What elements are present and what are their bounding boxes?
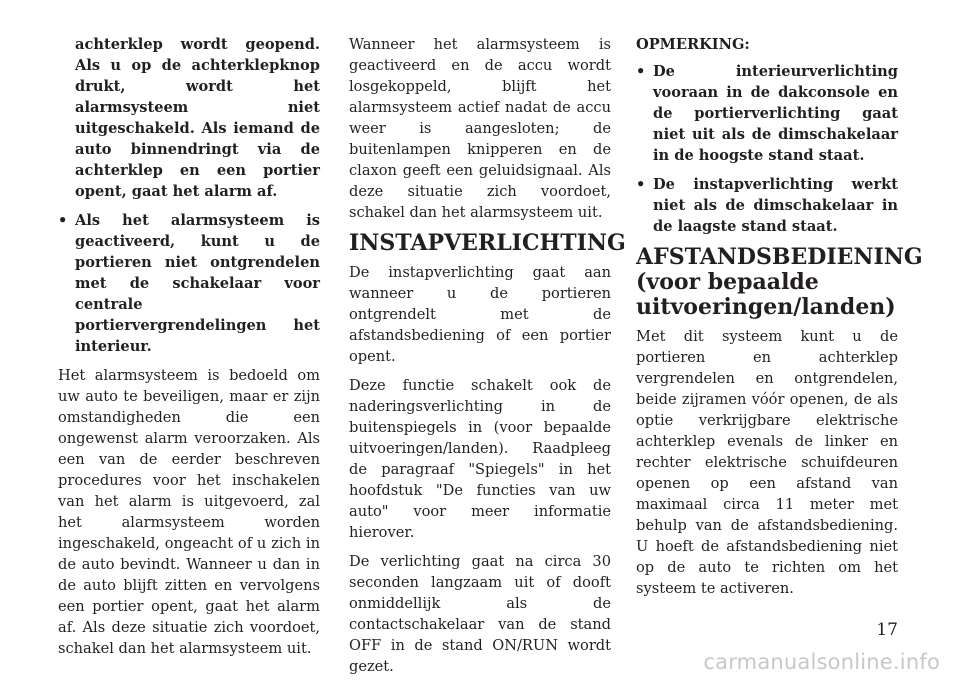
bullet-alarm-locks (58, 210, 320, 357)
bullet-dot-icon: • (58, 212, 68, 229)
paragraph-alarm-purpose: Het alarmsysteem is bedoeld om uw auto te beveiligen, maar er zijn omstandigheden die een ongewenst alarm veroorzaken. Als een van de eerder beschreven procedures voor het inschakelen van het alarm is uitgevoerd, zal het alarmsysteem worden ingeschakeld, ongeacht of u zich in de auto bevindt. Wanneer u dan in de auto blijft zitten en vervolgens een portier opent, gaat het alarm af. Als deze situatie zich voordoet, schakel dan het alarmsysteem uit. (58, 367, 320, 657)
bullet-text: De interieurverlichting vooraan in de dakconsole en de portierverlichting gaat niet uit als de dimschakelaar in de hoogste stand staat. (653, 63, 898, 164)
note-label: OPMERKING: (636, 36, 750, 53)
heading-afstandsbediening: AFSTANDSBEDIENING (voor bepaalde uitvoeringen/landen) (636, 244, 923, 320)
paragraph-battery: Wanneer het alarmsysteem is geactiveerd en de accu wordt losgekoppeld, blijft het alarmsysteem actief nadat de accu weer is aangesloten; de buitenlampen knipperen en de claxon geeft een geluidsignaal. Als deze situatie zich voordoet, schakel dan het alarmsysteem uit. (349, 36, 611, 221)
paragraph-instap-1: De instapverlichting gaat aan wanneer u de portieren ontgrendelt met de afstandsbediening of een portier opent. (349, 264, 611, 365)
continued-bullet-text: achterklep wordt geopend. Als u op de achterklepknop drukt, wordt het alarmsysteem niet uitgeschakeld. Als iemand de auto binnendringt via de achterklep en een portier opent, gaat het alarm af. (75, 36, 320, 200)
paragraph-instap-3: De verlichting gaat na circa 30 seconden langzaam uit of dooft onmiddellijk als de contactschakelaar van de stand OFF in de stand ON/RUN wordt gezet. (349, 553, 611, 675)
bullet-text: Als het alarmsysteem is geactiveerd, kunt u de portieren niet ontgrendelen met de schakelaar voor centrale portiervergrendelingen het interieur. (75, 212, 320, 355)
bullet-dot-icon: • (636, 63, 646, 80)
bullet-text: De instapverlichting werkt niet als de dimschakelaar in de laagste stand staat. (653, 176, 898, 235)
heading-instapverlichting: INSTAPVERLICHTING (349, 230, 626, 256)
page-number: 17 (876, 620, 898, 640)
bullet-instap-dimmer (636, 174, 898, 237)
column-middle (349, 34, 626, 685)
column-left (58, 34, 320, 667)
paragraph-remote: Met dit systeem kunt u de portieren en achterklep vergrendelen en ontgrendelen, beide zijramen vóór openen, de als optie verkrijgbare elektrische achterklep evenals de linker en rechter elektrische schuifdeuren openen op een afstand van maximaal circa 11 meter met behulp van de afstandsbediening. U hoeft de afstandsbediening niet op de auto te richten om het systeem te activeren. (636, 328, 898, 597)
column-right (636, 34, 923, 607)
watermark: carmanualsonline.info (703, 650, 940, 674)
bullet-dot-icon: • (636, 176, 646, 193)
bullet-interior-light (636, 61, 898, 166)
paragraph-instap-2: Deze functie schakelt ook de naderingsverlichting in de buitenspiegels in (voor bepaalde uitvoeringen/landen). Raadpleeg de paragraaf "Spiegels" in het hoofdstuk "De functies van uw auto" voor meer informatie hierover. (349, 377, 611, 541)
